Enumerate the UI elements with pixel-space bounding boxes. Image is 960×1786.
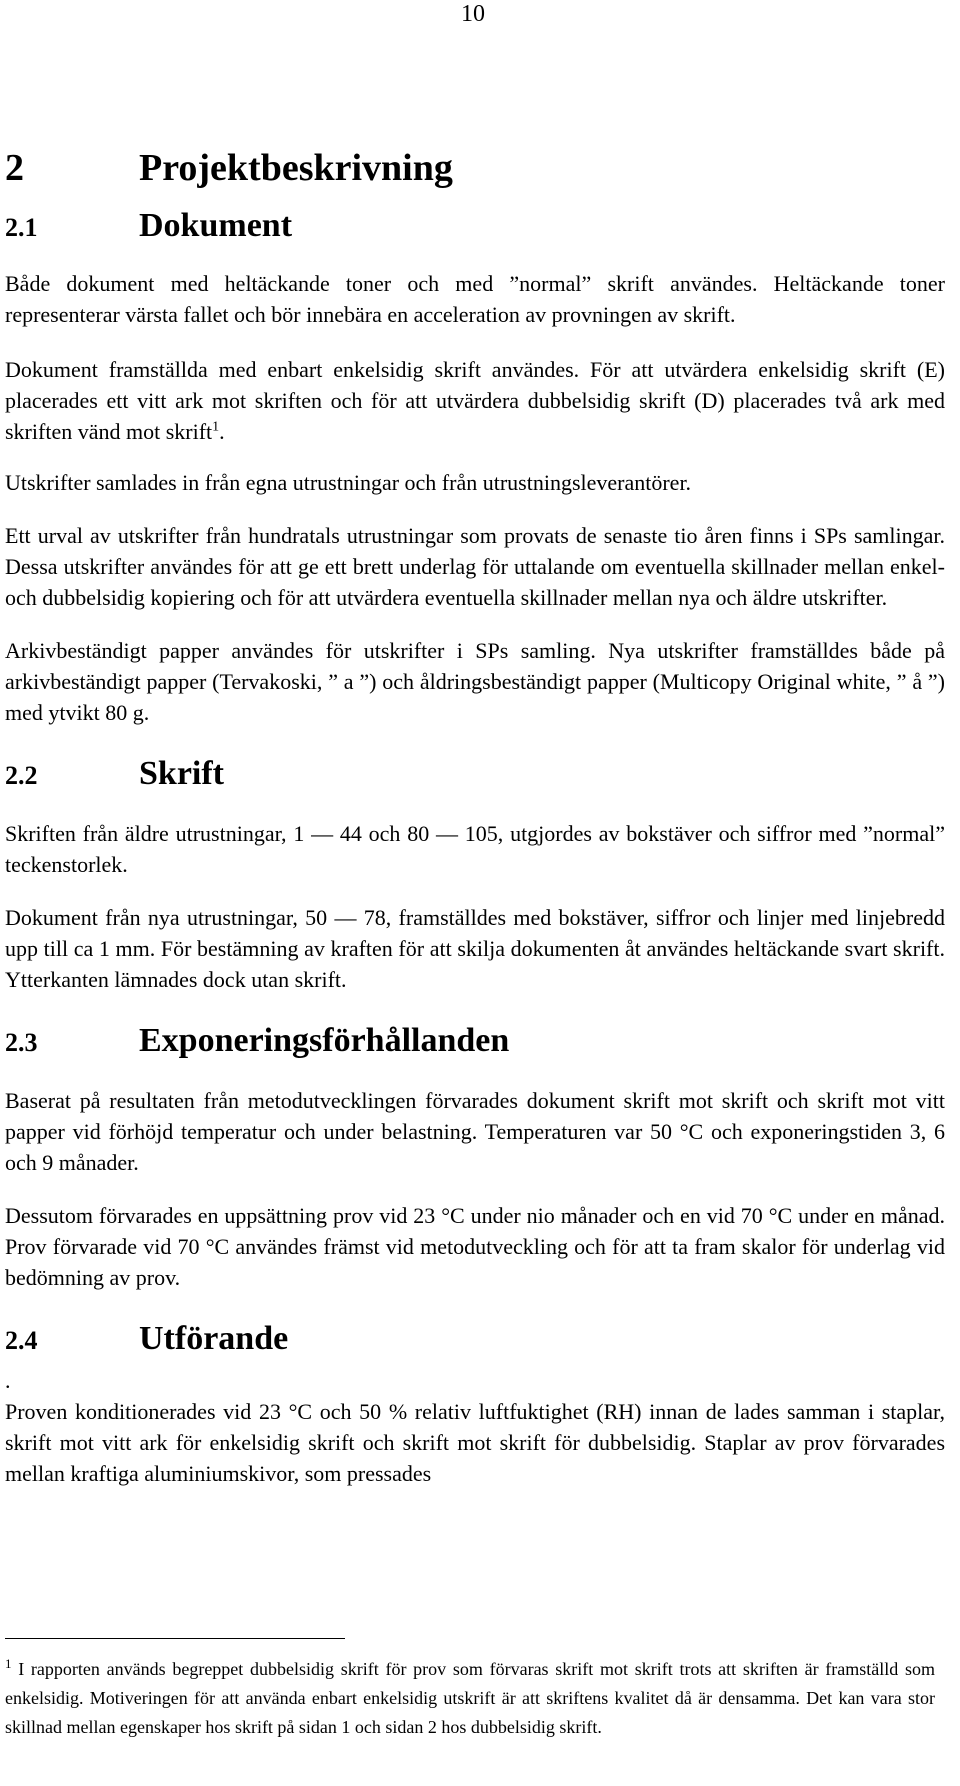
chapter-title: Projektbeskrivning [139,147,453,189]
paragraph: Baserat på resultaten från metodutvecklingen förvarades dokument skrift mot skrift och skrift mot vitt papper vid förhöjd temperatur och under belastning. Temperaturen var 50 °C och exponeringstiden 3, 6 och 9 månader. [5,1088,945,1175]
footnote-separator [5,1638,345,1639]
chapter-heading [5,140,945,196]
section-heading-2-2 [5,750,945,800]
section-heading-2-4 [5,1315,945,1365]
section-heading-2-3 [5,1017,945,1067]
chapter-number: 2 [5,147,24,189]
section-title: Skrift [139,755,224,792]
stray-period: . [5,1368,11,1393]
paragraph: Både dokument med heltäckande toner och med ”normal” skrift användes. Heltäckande toner representerar värsta fallet och bör innebära en acceleration av provningen av skrift. [5,271,945,327]
section-title: Exponeringsförhållanden [139,1022,510,1059]
section-heading-2-1 [5,202,945,252]
section-number: 2.1 [5,213,38,242]
footnote-text: I rapporten används begreppet dubbelsidig skrift för prov som förvaras skrift mot skrift trots att skriften är framställd som enkelsidig. Motiveringen för att använda enbart enkelsidig utskrift är att skriftens kvalitet då är densamma. Det kan vara stor skillnad mellan egenskaper hos skrift på sidan 1 och sidan 2 hos dubbelsidig skrift. [5,1659,935,1737]
section-number: 2.3 [5,1028,38,1057]
footnote [5,1655,935,1742]
paragraph: Dokument från nya utrustningar, 50 — 78, framställdes med bokstäver, siffror och linjer med linjebredd upp till ca 1 mm. För bestämning av kraften för att skilja dokumenten åt användes heltäckande svart skrift. Ytterkanten lämnades dock utan skrift. [5,905,945,992]
page-number: 10 [461,1,485,27]
paragraph: Ett urval av utskrifter från hundratals utrustningar som provats de senaste tio åren finns i SPs samlingar. Dessa utskrifter användes för att ge ett brett underlag för uttalande om eventuella skillnader mellan enkel- och dubbelsidig kopiering och för att utvärdera eventuella skillnader mellan nya och äldre utskrifter. [5,523,945,610]
footnote-marker: 1 [5,1656,12,1671]
paragraph-end: . [219,419,225,444]
section-title: Utförande [139,1320,289,1357]
section-title: Dokument [139,207,293,244]
section-number: 2.2 [5,761,38,790]
page-content [5,140,945,1489]
footnote-reference: 1 [212,419,220,435]
paragraph: Proven konditionerades vid 23 °C och 50 % relativ luftfuktighet (RH) innan de lades samman i staplar, skrift mot vitt ark för enkelsidig skrift och skrift mot skrift för dubbelsidig. Staplar av prov förvarades mellan kraftiga aluminiumskivor, som pressades [5,1399,945,1486]
section-number: 2.4 [5,1326,38,1355]
paragraph: Arkivbeständigt papper användes för utskrifter i SPs samling. Nya utskrifter framställdes både på arkivbeständigt papper (Tervakoski, ” a ”) och åldringsbeständigt papper (Multicopy Original white, ” å ”) med ytvikt 80 g. [5,638,945,725]
paragraph: Dessutom förvarades en uppsättning prov vid 23 °C under nio månader och en vid 70 °C under en månad. Prov förvarade vid 70 °C användes främst vid metodutveckling och för att ta fram skalor för underlag vid bedömning av prov. [5,1203,945,1290]
paragraph: Skriften från äldre utrustningar, 1 — 44 och 80 — 105, utgjordes av bokstäver och siffror med ”normal” teckenstorlek. [5,821,945,877]
paragraph: Utskrifter samlades in från egna utrustningar och från utrustningsleverantörer. [5,470,692,495]
paragraph-with-footnote [5,354,945,447]
paragraph-text: Dokument framställda med enbart enkelsidig skrift användes. För att utvärdera enkelsidig skrift (E) placerades ett vitt ark mot skriften och för att utvärdera dubbelsidig skrift (D) placerades två ark med skriften vänd mot skrift [5,357,945,444]
